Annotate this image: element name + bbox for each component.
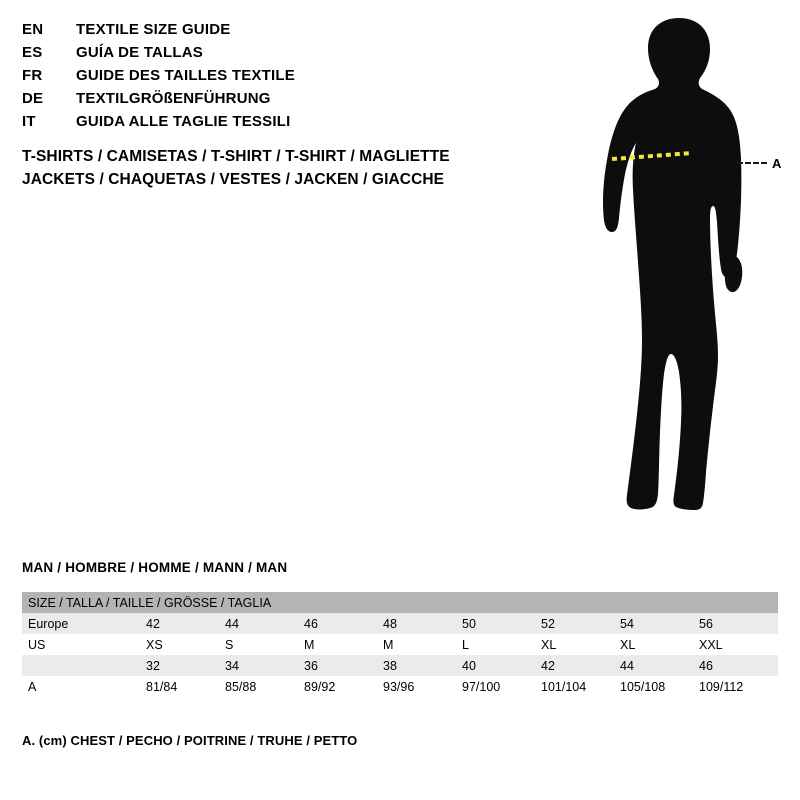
measure-label-a: A	[772, 156, 782, 171]
cell-us-2: M	[304, 634, 383, 655]
cell-usnum-2: 36	[304, 655, 383, 676]
garment-line-tshirts: T-SHIRTS / CAMISETAS / T-SHIRT / T-SHIRT / MAGLIETTE	[22, 148, 450, 165]
cell-a-5: 101/104	[541, 676, 620, 697]
language-row-de	[22, 87, 542, 110]
measure-leader-line	[737, 162, 767, 164]
language-code-en: EN	[22, 21, 44, 38]
cell-usnum-6: 44	[620, 655, 699, 676]
cell-europe-0: 42	[146, 613, 225, 634]
garment-line-jackets: JACKETS / CHAQUETAS / VESTES / JACKEN / GIACCHE	[22, 171, 445, 188]
cell-a-7: 109/112	[699, 676, 778, 697]
cell-a-0: 81/84	[146, 676, 225, 697]
cell-a-4: 97/100	[462, 676, 541, 697]
language-code-de: DE	[22, 90, 44, 107]
row-label-us-numeric	[22, 655, 146, 676]
cell-us-6: XL	[620, 634, 699, 655]
language-row-fr	[22, 64, 542, 87]
cell-us-0: XS	[146, 634, 225, 655]
table-section-title: MAN / HOMBRE / HOMME / MANN / MAN	[22, 560, 288, 575]
table-footnote: A. (cm) CHEST / PECHO / POITRINE / TRUHE / PETTO	[22, 733, 358, 748]
cell-europe-1: 44	[225, 613, 304, 634]
silhouette-svg	[540, 10, 790, 530]
cell-europe-4: 50	[462, 613, 541, 634]
table-row	[22, 634, 778, 655]
cell-usnum-0: 32	[146, 655, 225, 676]
cell-a-1: 85/88	[225, 676, 304, 697]
table-row	[22, 655, 778, 676]
cell-europe-6: 54	[620, 613, 699, 634]
language-list	[22, 18, 542, 133]
cell-usnum-7: 46	[699, 655, 778, 676]
cell-us-5: XL	[541, 634, 620, 655]
row-label-a: A	[22, 676, 146, 697]
cell-europe-5: 52	[541, 613, 620, 634]
language-title-de: TEXTILGRÖßENFÜHRUNG	[76, 90, 271, 107]
garment-type-list	[22, 145, 582, 191]
cell-europe-3: 48	[383, 613, 462, 634]
language-code-es: ES	[22, 44, 43, 61]
cell-usnum-5: 42	[541, 655, 620, 676]
male-silhouette-figure	[540, 10, 790, 530]
table-row	[22, 613, 778, 634]
cell-europe-7: 56	[699, 613, 778, 634]
cell-europe-2: 46	[304, 613, 383, 634]
cell-a-6: 105/108	[620, 676, 699, 697]
cell-us-3: M	[383, 634, 462, 655]
language-title-en: TEXTILE SIZE GUIDE	[76, 21, 231, 38]
table-header-row	[22, 592, 778, 613]
language-title-es: GUÍA DE TALLAS	[76, 44, 203, 61]
language-row-it	[22, 110, 542, 133]
table-header-label: SIZE / TALLA / TAILLE / GRÖSSE / TAGLIA	[22, 592, 778, 613]
cell-us-7: XXL	[699, 634, 778, 655]
row-label-us: US	[22, 634, 146, 655]
language-title-it: GUIDA ALLE TAGLIE TESSILI	[76, 113, 291, 130]
silhouette-hand-path	[725, 254, 743, 292]
cell-usnum-1: 34	[225, 655, 304, 676]
size-table	[22, 592, 778, 697]
table-row	[22, 676, 778, 697]
cell-us-1: S	[225, 634, 304, 655]
language-row-es	[22, 41, 542, 64]
language-title-fr: GUIDE DES TAILLES TEXTILE	[76, 67, 295, 84]
cell-a-2: 89/92	[304, 676, 383, 697]
cell-a-3: 93/96	[383, 676, 462, 697]
language-code-fr: FR	[22, 67, 43, 84]
cell-usnum-4: 40	[462, 655, 541, 676]
cell-us-4: L	[462, 634, 541, 655]
language-code-it: IT	[22, 113, 36, 130]
row-label-europe: Europe	[22, 613, 146, 634]
cell-usnum-3: 38	[383, 655, 462, 676]
silhouette-path	[603, 18, 741, 510]
language-row-en	[22, 18, 542, 41]
